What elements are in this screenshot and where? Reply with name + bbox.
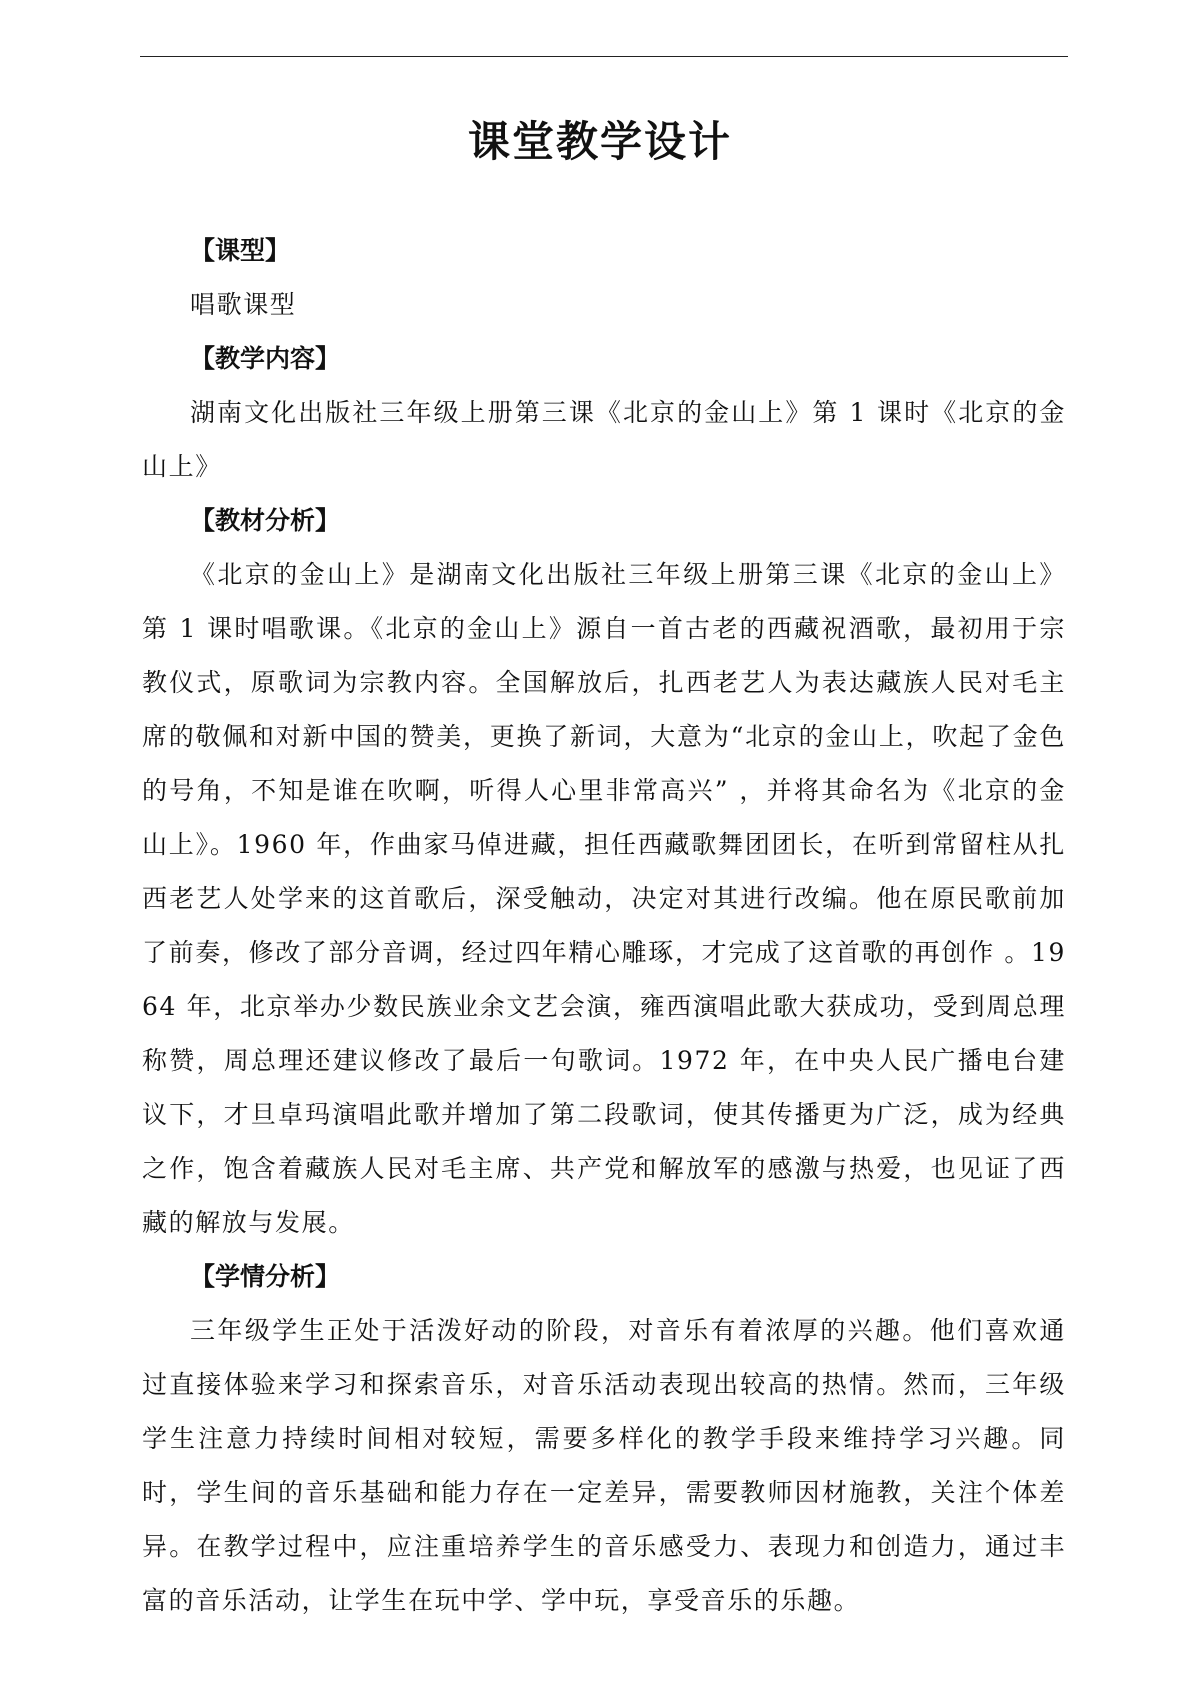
section-heading-student-analysis: 【学情分析】	[190, 1262, 341, 1291]
section-heading-teaching-content: 【教学内容】	[190, 344, 341, 373]
section-body-lesson-type: 唱歌课型	[190, 290, 297, 319]
section-student-analysis	[142, 1250, 1066, 1628]
section-body-textbook-analysis: 《北京的金山上》是湖南文化出版社三年级上册第三课《北京的金山上》第 1 课时唱歌课。《北京的金山上》源自一首古老的西藏祝酒歌，最初用于宗教仪式，原歌词为宗教内容。全国解放后，扎西老艺人为表达藏族人民对毛主席的敬佩和对新中国的赞美，更换了新词，大意为“北京的金山上，吹起了金色的号角，不知是谁在吹啊，听得人心里非常高兴” ，并将其命名为《北京的金山上》。1960 年，作曲家马倬进藏，担任西藏歌舞团团长，在听到常留柱从扎西老艺人处学来的这首歌后，深受触动，决定对其进行改编。他在原民歌前加了前奏，修改了部分音调，经过四年精心雕琢，才完成了这首歌的再创作 。1964 年，北京举办少数民族业余文艺会演，雍西演唱此歌大获成功，受到周总理称赞，周总理还建议修改了最后一句歌词。1972 年，在中央人民广播电台建议下，才旦卓玛演唱此歌并增加了第二段歌词，使其传播更为广泛，成为经典之作，饱含着藏族人民对毛主席、共产党和解放军的感激与热爱，也见证了西藏的解放与发展。	[142, 560, 1066, 1237]
header-rule	[140, 56, 1068, 57]
section-body-student-analysis: 三年级学生正处于活泼好动的阶段，对音乐有着浓厚的兴趣。他们喜欢通过直接体验来学习和探索音乐，对音乐活动表现出较高的热情。然而，三年级学生注意力持续时间相对较短，需要多样化的教学手段来维持学习兴趣。同时，学生间的音乐基础和能力存在一定差异，需要教师因材施教，关注个体差异。在教学过程中，应注重培养学生的音乐感受力、表现力和创造力，通过丰富的音乐活动，让学生在玩中学、学中玩，享受音乐的乐趣。	[142, 1316, 1066, 1615]
section-body-teaching-content: 湖南文化出版社三年级上册第三课《北京的金山上》第 1 课时《北京的金山上》	[142, 398, 1066, 481]
section-teaching-content	[142, 332, 1066, 494]
document-body	[142, 224, 1066, 1628]
section-lesson-type	[142, 224, 1066, 332]
document-title: 课堂教学设计	[467, 117, 732, 166]
section-heading-textbook-analysis: 【教材分析】	[190, 506, 341, 535]
section-heading-lesson-type: 【课型】	[190, 236, 291, 265]
section-textbook-analysis	[142, 494, 1066, 1250]
